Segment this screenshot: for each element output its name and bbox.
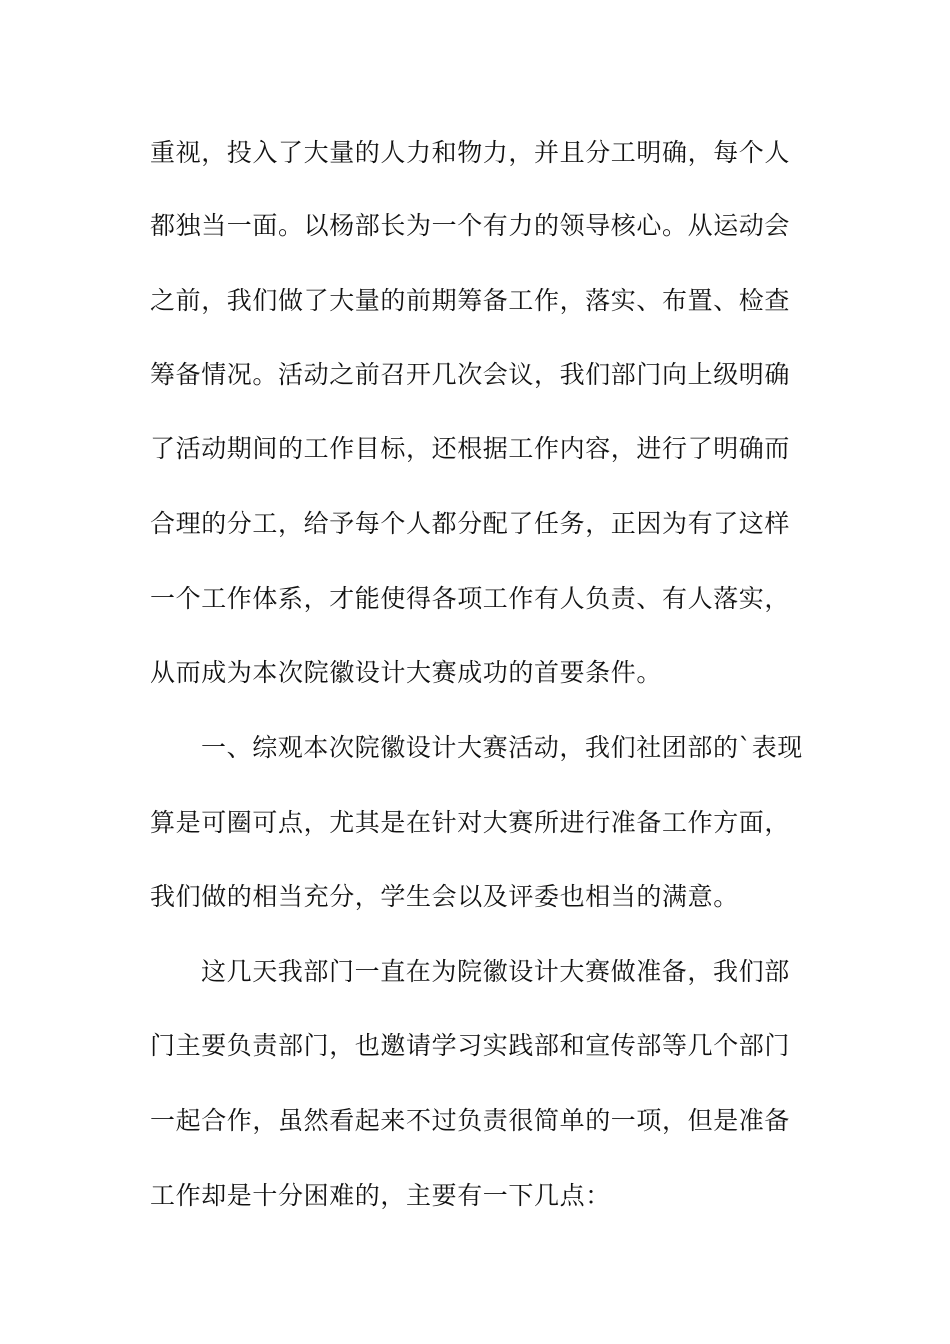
paragraph-line: 都独当一面。以杨部长为一个有力的领导核心。从运动会 bbox=[150, 211, 791, 240]
paragraph-line: 我们做的相当充分，学生会以及评委也相当的满意。 bbox=[150, 882, 739, 911]
paragraph-line: 一起合作，虽然看起来不过负责很简单的一项，但是准备 bbox=[150, 1106, 791, 1135]
paragraph-line: 了活动期间的工作目标，还根据工作内容，进行了明确而 bbox=[150, 434, 791, 463]
paragraph-line: 工作却是十分困难的，主要有一下几点： bbox=[150, 1181, 611, 1210]
paragraph-line: 这几天我部门一直在为院徽设计大赛做准备，我们部 bbox=[201, 957, 790, 986]
paragraph-line: 一个工作体系，才能使得各项工作有人负责、有人落实， bbox=[150, 584, 791, 613]
paragraph-line: 门主要负责部门，也邀请学习实践部和宣传部等几个部门 bbox=[150, 1031, 791, 1060]
paragraph-line: 之前，我们做了大量的前期筹备工作，落实、布置、检查 bbox=[150, 286, 791, 315]
paragraph-line: 一、综观本次院徽设计大赛活动，我们社团部的`表现 bbox=[201, 733, 803, 762]
paragraph-line: 合理的分工，给予每个人都分配了任务，正因为有了这样 bbox=[150, 509, 791, 538]
paragraph-line: 算是可圈可点，尤其是在针对大赛所进行准备工作方面， bbox=[150, 808, 791, 837]
paragraph-line: 从而成为本次院徽设计大赛成功的首要条件。 bbox=[150, 658, 663, 687]
paragraph-line: 筹备情况。活动之前召开几次会议，我们部门向上级明确 bbox=[150, 360, 791, 389]
paragraph-line: 重视，投入了大量的人力和物力，并且分工明确，每个人 bbox=[150, 138, 791, 167]
